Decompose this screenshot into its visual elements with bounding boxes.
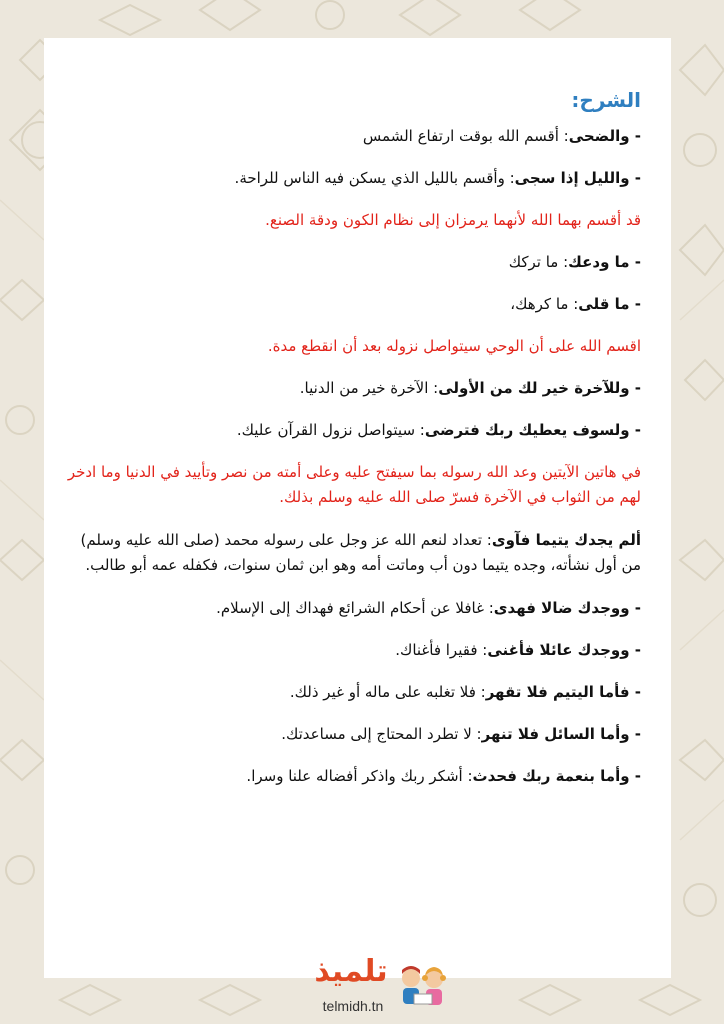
- telmidh-logo[interactable]: [310, 954, 450, 1018]
- entry-term: - والليل إذا سجى: [514, 169, 641, 187]
- kids-reading-icon: [396, 964, 450, 1010]
- note-3: في هاتين الآيتين وعد الله رسوله بما سيفتح عليه وعلى أمته من نصر وتأييد في الدنيا وما ادخر لهم من الثواب في الآخرة فسرّ صلى الله عليه وسلم بذلك.: [67, 463, 641, 506]
- entry-term: ألم يجدك يتيما فآوى: [491, 531, 641, 549]
- entry-term: - فأما اليتيم فلا تقهر: [485, 683, 641, 701]
- explanation-content: [58, 88, 641, 788]
- entry-explanation: : ما كرهك،: [510, 295, 579, 313]
- entry-explanation: : أشكر ربك واذكر أفضاله علنا وسرا.: [246, 767, 473, 785]
- entry-explanation: : فقيرا فأغناك.: [395, 641, 488, 659]
- page-title: الشرح:: [571, 88, 641, 112]
- entry-12: [58, 764, 641, 788]
- entry-explanation: : وأقسم بالليل الذي يسكن فيه الناس للراحة.: [234, 169, 515, 187]
- entry-explanation: : الآخرة خير من الدنيا.: [299, 379, 439, 397]
- logo-url: telmidh.tn: [322, 998, 384, 1014]
- entry-explanation: : فلا تغلبه على ماله أو غير ذلك.: [289, 683, 486, 701]
- entry-10: [58, 680, 641, 704]
- entry-term: - ما قلى: [578, 295, 641, 313]
- entry-9: [58, 638, 641, 662]
- entry-explanation: : ما تركك: [508, 253, 569, 271]
- entry-5: [58, 376, 641, 400]
- note-2: اقسم الله على أن الوحي سيتواصل نزوله بعد أن انقطع مدة.: [267, 337, 641, 355]
- logo-name: تلميذ: [314, 954, 388, 989]
- entry-4: [58, 292, 641, 316]
- entry-term: - ولسوف يعطيك ربك فترضى: [424, 421, 641, 439]
- entry-term: - ووجدك عائلا فأغنى: [487, 641, 641, 659]
- entry-term: - وأما بنعمة ربك فحدث: [472, 767, 641, 785]
- entry-term: - والضحى: [568, 127, 641, 145]
- entry-2: [58, 166, 641, 190]
- entry-explanation: : تعداد لنعم الله عز وجل على رسوله محمد (صلى الله عليه وسلم) من أول نشأته، وجده يتيما دون أب وماتت أمه وهو ابن ثمان سنوات، فكفله عمه أبو طالب.: [80, 531, 641, 574]
- entry-8: [58, 596, 641, 620]
- entry-term: - وأما السائل فلا تنهر: [481, 725, 641, 743]
- entry-term: - وللآخرة خير لك من الأولى: [438, 379, 641, 397]
- entry-explanation: : أقسم الله بوقت ارتفاع الشمس: [362, 127, 569, 145]
- note-1: قد أقسم بهما الله لأنهما يرمزان إلى نظام الكون ودقة الصنع.: [265, 211, 641, 229]
- entry-3: [58, 250, 641, 274]
- entry-explanation: : لا تطرد المحتاج إلى مساعدتك.: [281, 725, 482, 743]
- entry-explanation: : غافلا عن أحكام الشرائع فهداك إلى الإسلام.: [216, 599, 494, 617]
- entry-explanation: : سيتواصل نزول القرآن عليك.: [236, 421, 425, 439]
- entry-term: - ما ودعك: [568, 253, 641, 271]
- entry-7: [58, 528, 641, 578]
- entry-6: [58, 418, 641, 442]
- entry-term: - ووجدك ضالا فهدى: [493, 599, 641, 617]
- entry-11: [58, 722, 641, 746]
- entry-1: [58, 124, 641, 148]
- document-page: [44, 38, 671, 978]
